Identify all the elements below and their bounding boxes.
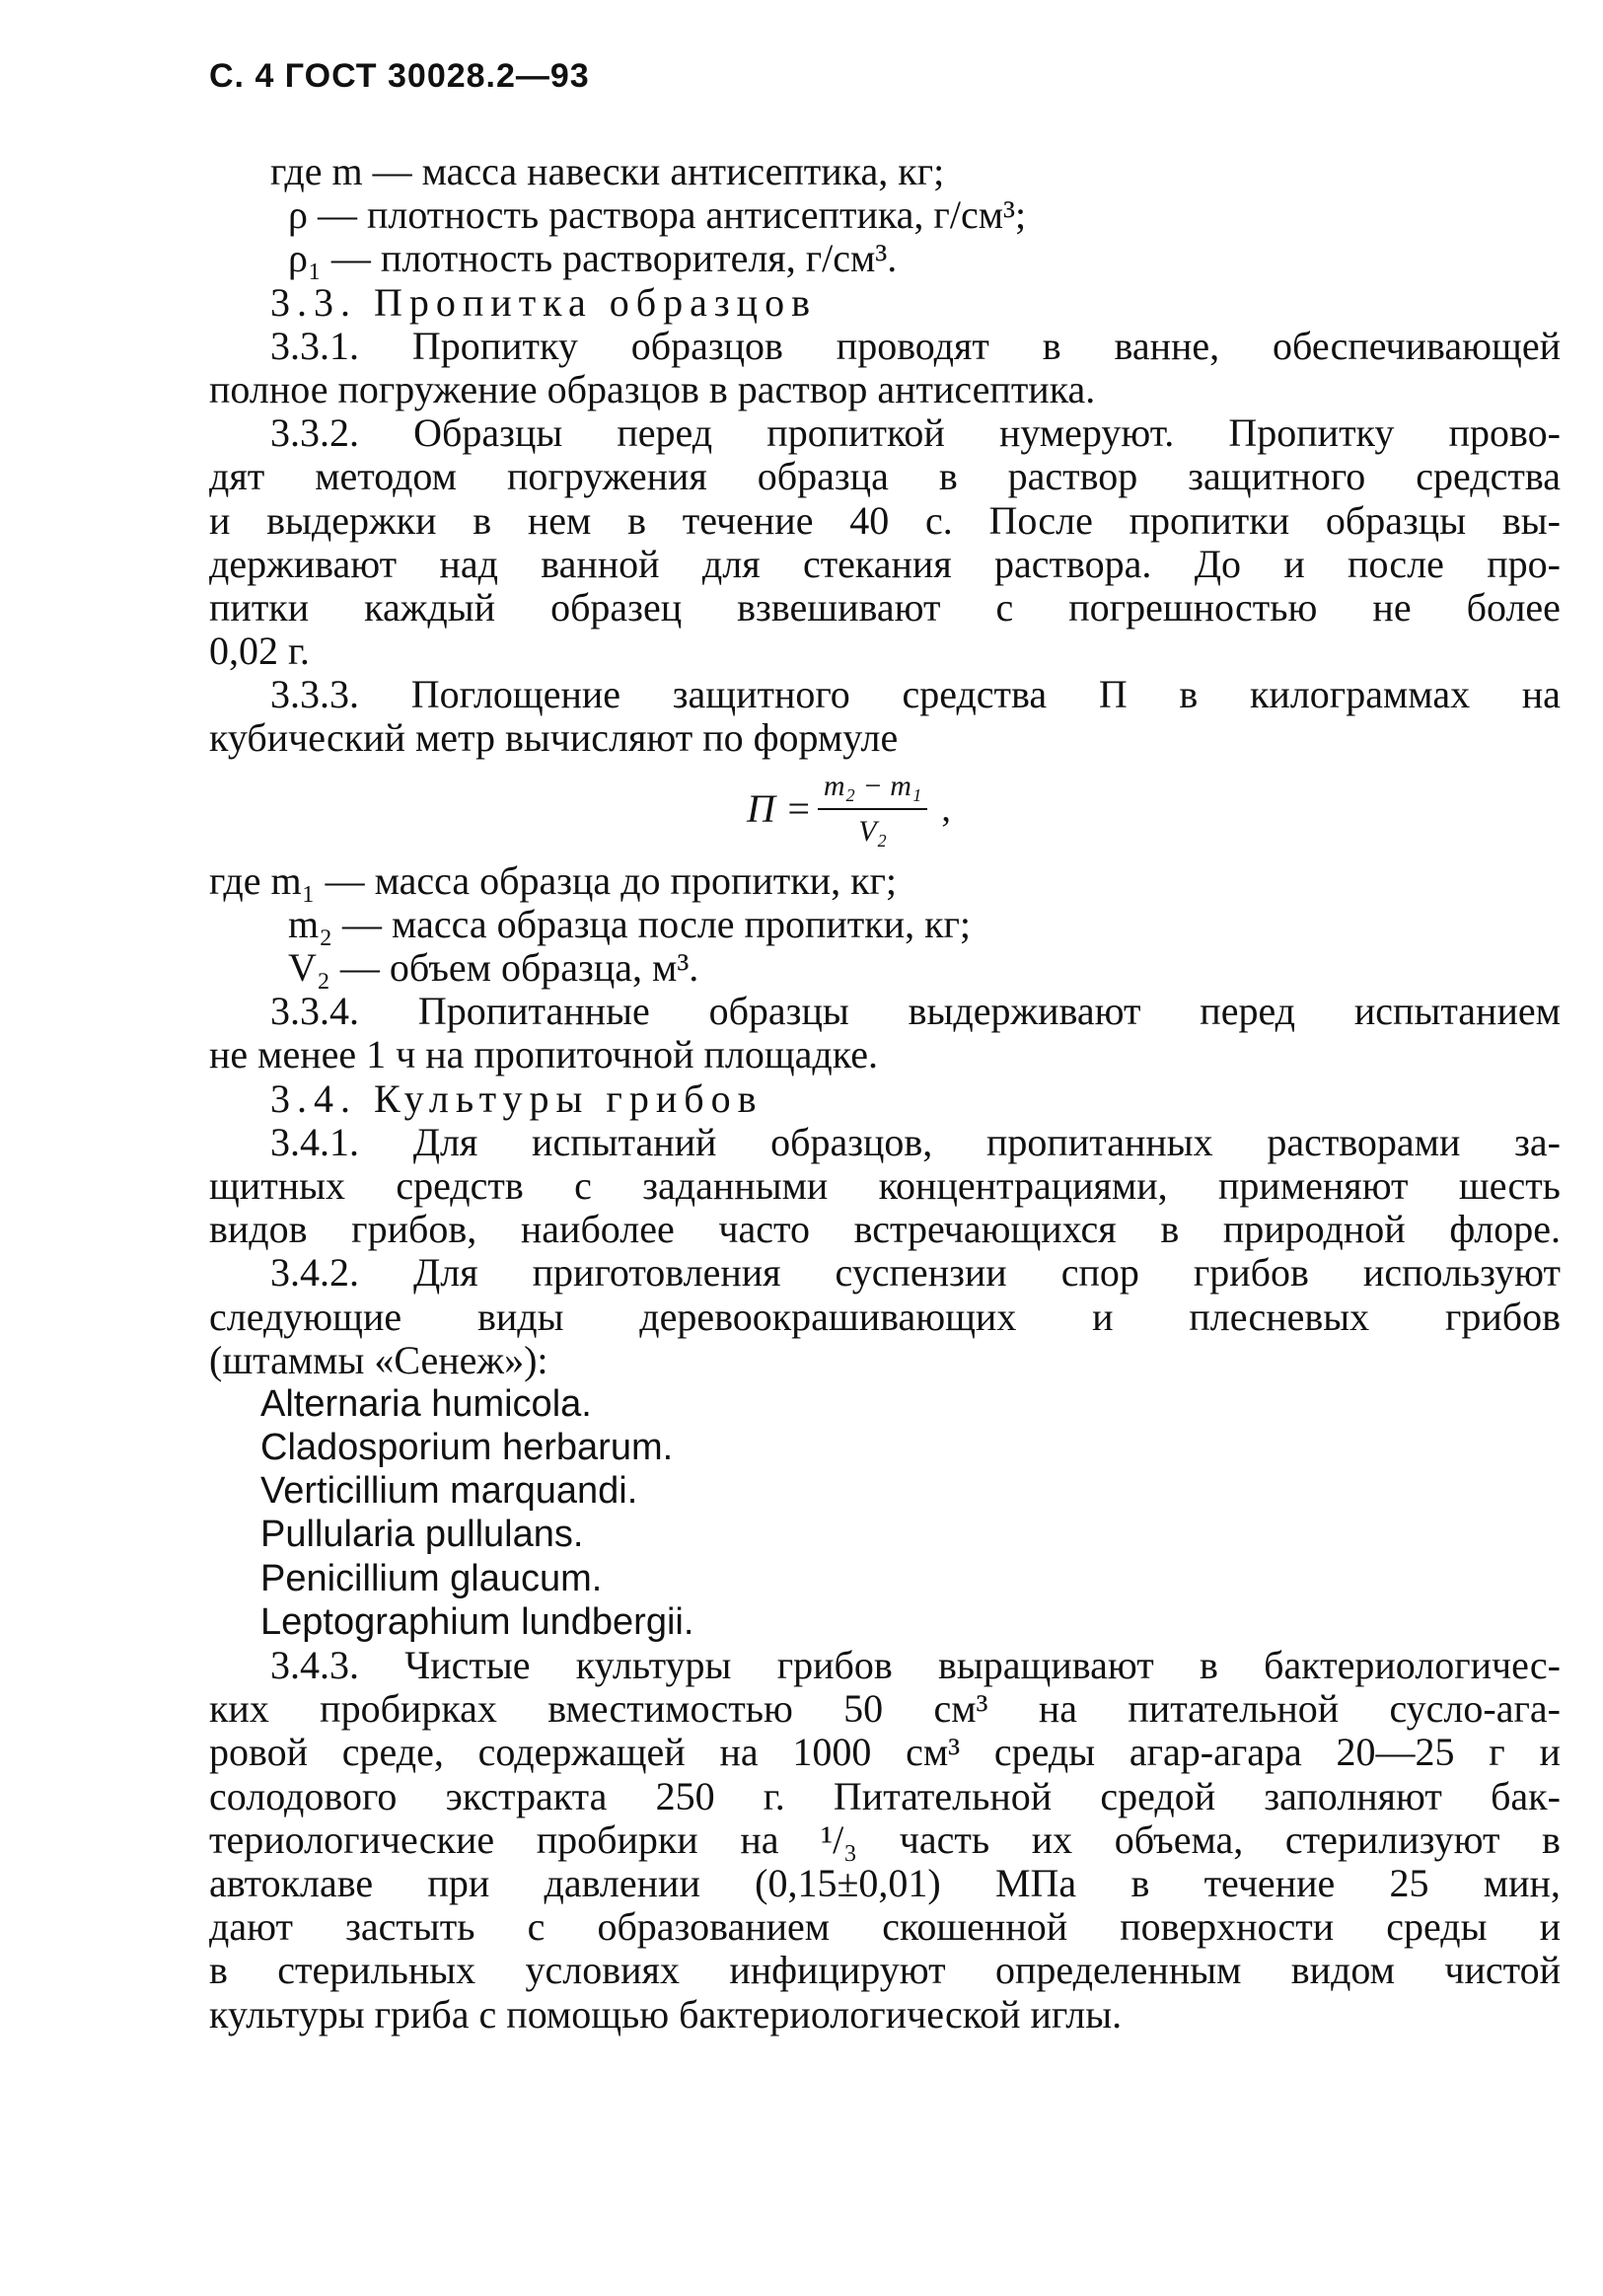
fungus-species: Leptographium lundbergii. (260, 1600, 694, 1643)
text-line: 3.3.4. Пропитанные образцы выдерживают перед испытанием (270, 989, 1561, 1034)
text-line: щитных средств с заданными концентрациями, применяют шесть (209, 1162, 1561, 1208)
text-line: дают застыть с образованием скошенной поверхности среды и (209, 1904, 1561, 1950)
text-line: в стерильных условиях инфицируют определенным видом чистой (209, 1948, 1561, 1993)
text-line: 3.4.1. Для испытаний образцов, пропитанных растворами за- (270, 1119, 1561, 1164)
text-line: видов грибов, наиболее часто встречающихся в природной флоре. (209, 1207, 1561, 1252)
formula-block (209, 761, 1561, 859)
section-heading: 3.4. Культуры грибов (270, 1075, 764, 1121)
fungus-species: Penicillium glaucum. (260, 1557, 603, 1599)
text-line: 0,02 г. (209, 629, 310, 674)
formula-numerator: m₂ − m₁ (818, 765, 927, 810)
text-line: держивают над ванной для стекания раствора. До и после про- (209, 541, 1561, 586)
text-line: V₂ — объем образца, м³. (288, 945, 699, 990)
page-header: С. 4 ГОСТ 30028.2—93 (209, 57, 590, 95)
text-line: солодового экстракта 250 г. Питательной средой заполняют бак- (209, 1773, 1561, 1818)
text-line: m₂ — масса образца после пропитки, кг; (288, 901, 972, 946)
fungus-species: Alternaria humicola. (260, 1382, 592, 1425)
fungus-species: Verticillium marquandi. (260, 1470, 638, 1513)
text-line: 3.3.2. Образцы перед пропиткой нумеруют. Пропитку прово- (270, 410, 1561, 456)
text-line: где m₁ — масса образца до пропитки, кг; (209, 857, 898, 903)
formula-fraction (818, 765, 927, 853)
text-line: ρ — плотность раствора антисептика, г/см³; (288, 192, 1027, 238)
text-line: следующие виды деревоокрашивающих и плесневых грибов (209, 1294, 1561, 1339)
formula-denominator: V₂ (858, 814, 887, 848)
absorption-formula (747, 765, 951, 853)
fungus-species: Pullularia pullulans. (260, 1514, 584, 1556)
section-heading: 3.3. Пропитка образцов (270, 279, 817, 325)
text-line: 3.4.2. Для приготовления суспензии спор грибов используют (270, 1250, 1561, 1296)
text-line: полное погружение образцов в раствор антисептика. (209, 366, 1096, 411)
text-line: питки каждый образец взвешивают с погрешностью не более (209, 584, 1561, 630)
text-line: автоклаве при давлении (0,15±0,01) МПа в течение 25 мин, (209, 1860, 1561, 1905)
text-line: где m — масса навески антисептика, кг; (270, 149, 945, 193)
formula-lhs: П = (747, 785, 812, 831)
text-line: кубический метр вычисляют по формуле (209, 715, 899, 761)
document-body (209, 150, 1561, 2037)
text-line: (штаммы «Сенеж»): (209, 1337, 548, 1382)
text-line: териологические пробирки на ¹/₃ часть их объема, стерилизуют в (209, 1816, 1561, 1862)
text-line: не менее 1 ч на пропиточной площадке. (209, 1032, 878, 1077)
text-line: дят методом погружения образца в раствор защитного средства (209, 454, 1561, 499)
text-line: ких пробирках вместимостью 50 см³ на питательной сусло-ага- (209, 1686, 1561, 1732)
text-line: культуры гриба с помощью бактериологической иглы. (209, 1991, 1123, 2037)
text-line: 3.3.3. Поглощение защитного средства П в килограммах на (270, 672, 1561, 717)
text-line: 3.4.3. Чистые культуры грибов выращивают в бактериологичес- (270, 1643, 1561, 1687)
text-line: 3.3.1. Пропитку образцов проводят в ванне, обеспечивающей (270, 323, 1561, 368)
fungus-species: Cladosporium herbarum. (260, 1427, 674, 1469)
formula-tail: , (941, 787, 951, 830)
text-line: ρ₁ — плотность растворителя, г/см³. (288, 236, 898, 281)
text-line: ровой среде, содержащей на 1000 см³ среды агар-агара 20—25 г и (209, 1730, 1561, 1775)
text-line: и выдержки в нем в течение 40 с. После пропитки образцы вы- (209, 497, 1561, 543)
